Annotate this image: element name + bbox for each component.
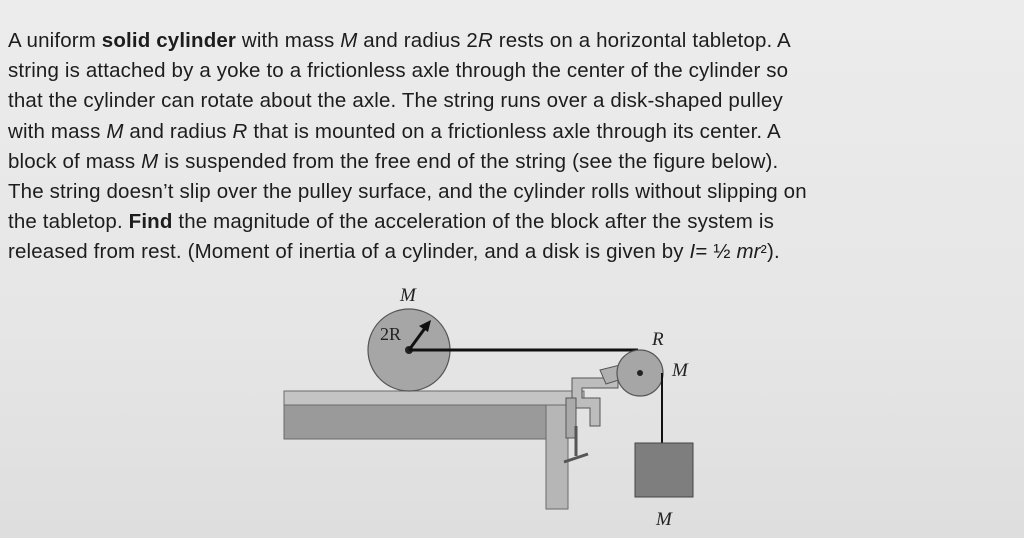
- problem-line: released from rest. (Moment of inertia of a cylinder, and a disk is given by I= ½ mr²).: [8, 240, 780, 264]
- problem-line: the tabletop. Find the magnitude of the acceleration of the block after the system is: [8, 210, 774, 234]
- cylinder-mass-label: M: [400, 285, 416, 306]
- block-mass-label: M: [656, 509, 672, 530]
- tabletop: [284, 391, 584, 509]
- pulley-mass-label: M: [672, 360, 688, 381]
- problem-line: A uniform solid cylinder with mass M and radius 2R rests on a horizontal tabletop. A: [8, 29, 791, 52]
- problem-line: The string doesn’t slip over the pulley surface, and the cylinder rolls without slipping on: [8, 180, 807, 204]
- pulley-disk: [617, 350, 663, 396]
- hanging-block: [635, 443, 693, 497]
- problem-line: with mass M and radius R that is mounted on a frictionless axle through its center. A: [8, 119, 781, 143]
- problem-line: block of mass M is suspended from the free end of the string (see the figure below).: [8, 149, 779, 173]
- problem-line: that the cylinder can rotate about the axle. The string runs over a disk-shaped pulley: [8, 89, 783, 113]
- pulley-radius-label: R: [652, 329, 664, 350]
- problem-line: string is attached by a yoke to a frictionless axle through the center of the cylinder so: [8, 59, 789, 83]
- cylinder-radius-label: 2R: [380, 324, 402, 344]
